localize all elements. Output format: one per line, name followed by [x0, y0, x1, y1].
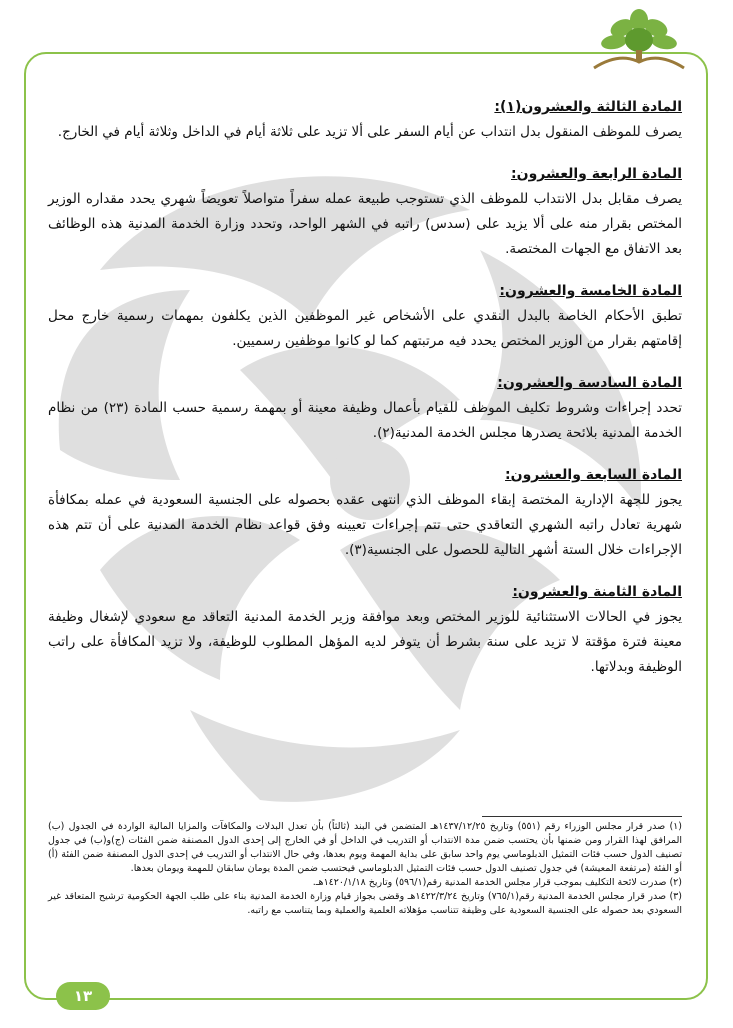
- article-26: [48, 372, 682, 446]
- articles-section: [48, 96, 682, 698]
- article-title: المادة الثالثة والعشرون(١):: [494, 99, 682, 115]
- page-number: ١٣: [56, 982, 110, 1010]
- article-23: [48, 96, 682, 145]
- footnote-3: (٣) صدر قرار مجلس الخدمة المدنية رقم(٧٦٥/١) وتاريخ ١٤٢٢/٣/٢٤هـ وقضى بجواز قيام وزارة الخدمة المدنية بناء على طلب الجهة الحكومية ترشيح المتعاقد غير السعودي بعد حصوله على الجنسية السعودية على وظيفة تتناسب مؤهلاته العلمية والعملية وبما يتناسب مع راتبه.: [48, 891, 682, 916]
- article-body: تطبق الأحكام الخاصة بالبدل النقدي على الأشخاص غير الموظفين الذين يكلفون بمهمات رسمية خارج محل إقامتهم بقرار من الوزير المختص يحدد فيه مرتبتهم كما لو كانوا موظفين رسميين.: [48, 308, 682, 349]
- footnotes-section: [48, 820, 682, 918]
- article-24: [48, 163, 682, 262]
- article-body: يصرف مقابل بدل الانتداب للموظف الذي تستوجب طبيعة عمله سفراً متواصلاً تعويضاً شهري يحدد مقداره الوزير المختص بقرار منه على ألا يزيد على (سدس) راتبه في الشهر الواحد، وتحدد وزارة الخدمة المدنية هذه الوظائف بعد الاتفاق مع الجهات المختصة.: [48, 191, 682, 257]
- footnote-1: (١) صدر قرار مجلس الوزراء رقم (٥٥١) وتاريخ ١٤٣٧/١٢/٢٥هـ المتضمن في البند (ثالثاً) بأن تعدل البدلات والمكافآت والمزايا المالية الواردة في الجدول (ب) المرافق لهذا القرار ومن ضمنها بأن يحتسب ضمن مدة الانتداب أو التدريب في الداخل أو في الخارج إلى إحدى الدول المصنفة ضمن الفئات (ج)و(ب) في جدول تصنيف الدول حسب فئات التمثيل الدبلوماسي يوم واحد سابق على بداية المهمة ويوم بعدها، وفي حال الانتداب أو التدريب في إحدى الدول المصنفة ضمن الفئة (أ) أو الفئة (مرتفعة المعيشة) في جدول تصنيف الدول حسب فئات التمثيل الدبلوماسي فيحتسب ضمن المدة يومان سابقان للمهمة ويومان بعدها.: [48, 821, 682, 874]
- article-body: يجوز في الحالات الاستثنائية للوزير المختص وبعد موافقة وزير الخدمة المدنية التعاقد مع سعودي لإشغال وظيفة معينة فترة مؤقتة لا تزيد على سنة بشرط أن يتوفر لديه المؤهل المطلوب للوظيفة، ولا تزيد المكافأة على راتب الوظيفة وبدلاتها.: [48, 609, 682, 675]
- article-title: المادة السادسة والعشرون:: [497, 375, 682, 391]
- article-27: [48, 464, 682, 563]
- article-title: المادة السابعة والعشرون:: [505, 467, 682, 483]
- article-title: المادة الخامسة والعشرون:: [499, 283, 682, 299]
- article-title: المادة الرابعة والعشرون:: [511, 166, 682, 182]
- article-28: [48, 581, 682, 680]
- palm-logo-icon: [584, 6, 694, 78]
- footnote-2: (٢) صدرت لائحة التكليف بموجب قرار مجلس الخدمة المدنية رقم(٥٩٦/١) وتاريخ ١٤٢٠/١/١٨هـ.: [312, 877, 682, 888]
- article-body: تحدد إجراءات وشروط تكليف الموظف للقيام بأعمال وظيفة معينة أو بمهمة رسمية حسب المادة (٢٣) من نظام الخدمة المدنية بلائحة يصدرها مجلس الخدمة المدنية(٢).: [48, 400, 683, 441]
- article-body: يجوز للجهة الإدارية المختصة إبقاء الموظف الذي انتهى عقده بحصوله على الجنسية السعودية في عمله بمكافأة شهرية تعادل راتبه الشهري التعاقدي حتى تتم إجراءات تعيينه وفق قواعد نظام الخدمة المدنية على أن تتم هذه الإجراءات خلال الستة أشهر التالية للحصول على الجنسية(٣).: [48, 492, 682, 558]
- article-body: يصرف للموظف المنقول بدل انتداب عن أيام السفر على ألا تزيد على ثلاثة أيام في الداخل وثلاثة أيام في الخارج.: [57, 124, 682, 140]
- article-title: المادة الثامنة والعشرون:: [512, 584, 682, 600]
- footnote-divider: [482, 816, 682, 817]
- article-25: [48, 280, 682, 354]
